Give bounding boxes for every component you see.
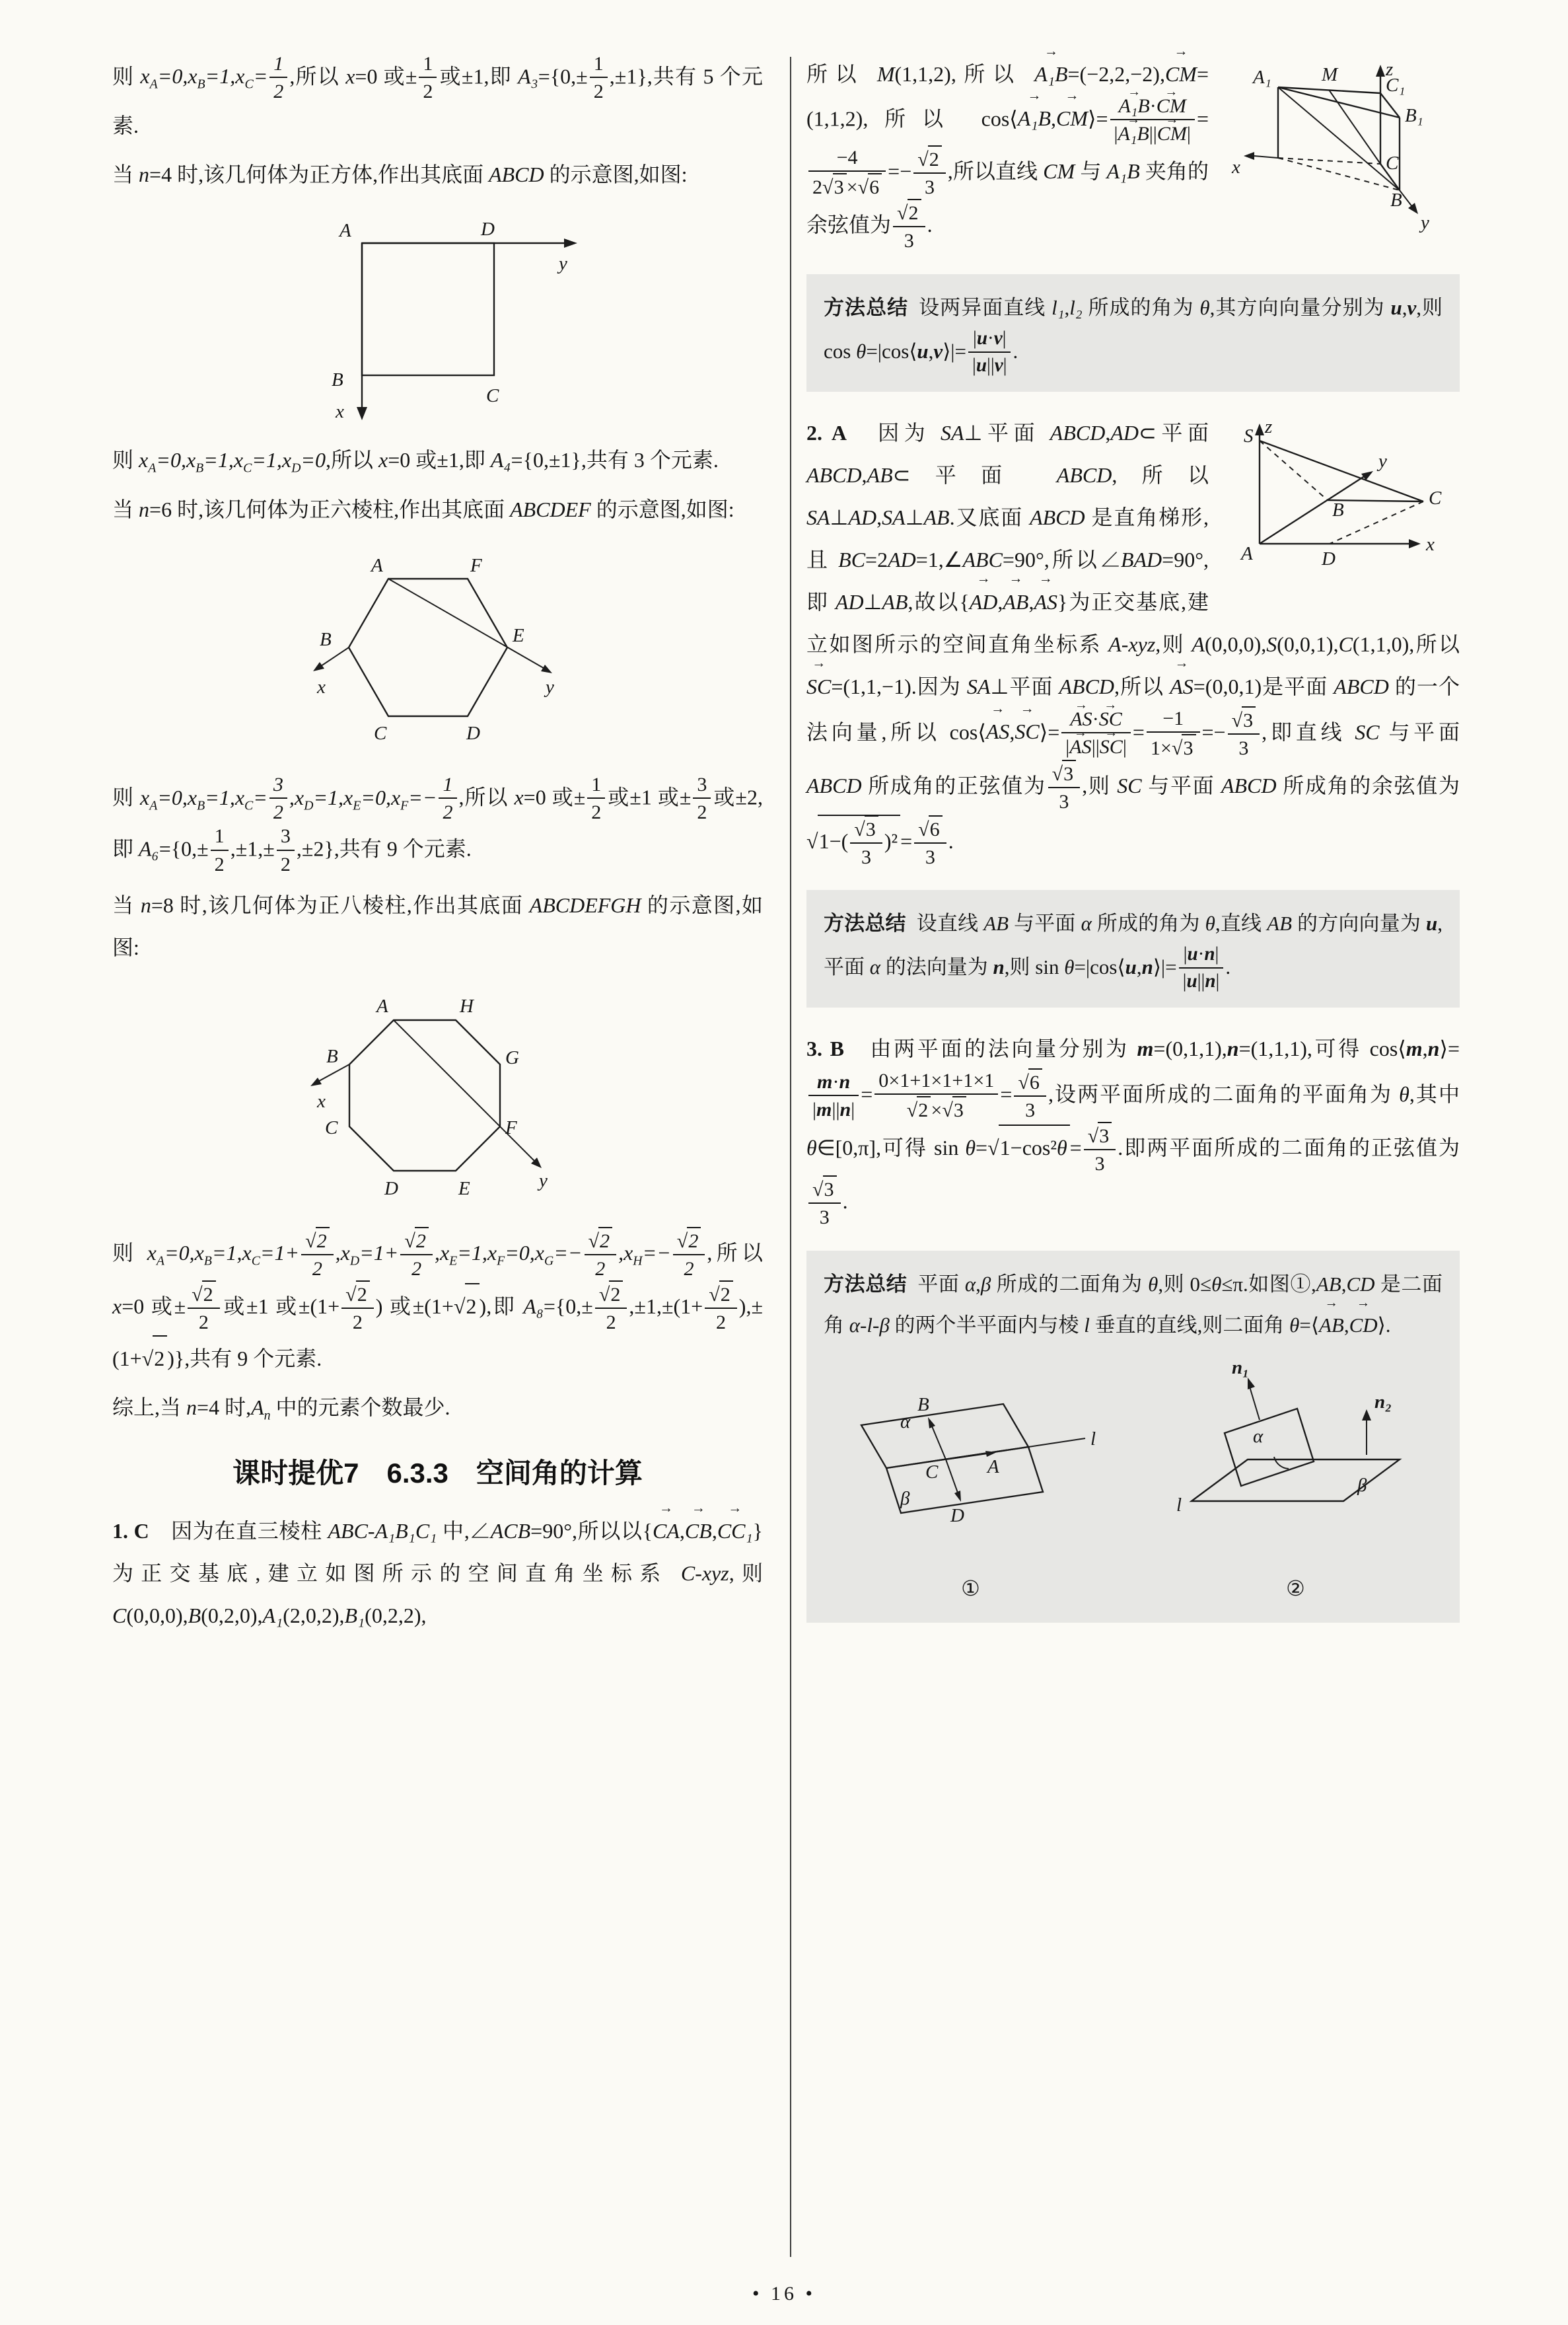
vertex-label-a: A	[339, 220, 351, 242]
solution-paragraph: 综上,当 n=4 时$,A_n$ 中的元素个数最少.	[112, 1395, 450, 1423]
vertex-label-b: B	[331, 369, 343, 391]
y-axis-label: y	[545, 677, 554, 698]
method-summary-box-2	[806, 890, 1460, 1008]
section-heading: 课时提优7 6.3.3 空间角的计算	[232, 1458, 643, 1489]
left-column	[112, 53, 763, 1643]
vertex-label-m: M	[1322, 64, 1338, 85]
solution-paragraph: 当 n=8 时,该几何体为正八棱柱,作出其底面 ABCDEFGH 的示意图,如图:	[112, 893, 763, 959]
method-summary-label: 方法总结	[824, 295, 909, 319]
y-axis-label: y	[558, 253, 567, 275]
page-content	[112, 53, 1460, 1643]
hexagon-base-lines	[313, 579, 552, 716]
vertex-label-a: A	[1241, 542, 1253, 564]
y-axis-label: y	[538, 1169, 548, 1191]
vertex-label-d: D	[480, 219, 495, 240]
vertex-label-h: H	[459, 995, 474, 1017]
figure-dihedral-1	[824, 1359, 1118, 1609]
vertex-label-g: G	[505, 1047, 519, 1068]
page-number: • 16 •	[752, 2283, 816, 2305]
figure-caption-2: ②	[1286, 1576, 1305, 1600]
dihedral-figures-row	[824, 1356, 1443, 1609]
vertex-label-c: C	[1386, 153, 1399, 174]
method-summary-label: 方法总结	[824, 1272, 908, 1296]
x-axis-label: x	[335, 401, 344, 423]
pyramid-lines	[1255, 424, 1423, 548]
x-axis-label: x	[1232, 157, 1240, 178]
point-label-d: D	[950, 1504, 964, 1526]
vertex-label-b: B	[319, 629, 332, 651]
z-axis-label: z	[1265, 416, 1273, 437]
y-axis-label: y	[1421, 212, 1429, 233]
problem-1-solution-cont: 所以 M(1,1,2),所以 A₁B →=(−2,2,−2),CM →=(1,1,2),所以 cos⟨A₁B →,CM →⟩= $\frac{\text{A₁B →·CM →}}{\text{|A₁B →||CM →|}}$ = $\frac{-4}{2√3 \times√6}$ =− $\frac{√2}{3}$ ,所以直线 CM 与 A₁B 夹角的余弦值为 $\frac{√2}{3}$ .	[806, 53, 1460, 254]
figure-prism-svg	[1222, 55, 1460, 247]
vertex-label-b: B	[1390, 190, 1402, 211]
vertex-label-b: B	[326, 1045, 338, 1067]
dihedral-2-lines	[1192, 1378, 1400, 1501]
y-axis-label: y	[1378, 450, 1387, 472]
z-axis-label: z	[1386, 59, 1394, 80]
normal-vector-n1-label: n₁	[1232, 1356, 1250, 1378]
method-summary-text: 平面 α,β 所成的二面角为 θ,则 0≤θ≤π.如图①,AB,CD 是二面角 α-l-β 的两个半平面内与棱 l 垂直的直线,则二面角 θ=⟨AB →,CD →⟩.	[824, 1273, 1443, 1337]
figure-dihedral-2	[1149, 1356, 1443, 1609]
vertex-label-f: F	[470, 555, 482, 577]
vertex-label-a1: A₁	[1253, 67, 1271, 88]
figure-pyramid-svg	[1222, 414, 1460, 586]
solution-paragraph: 则 $x_A=0,x_B=1,x_C=$ $\frac{3}{2}$ $,x_D=1,x_E=0,x_F=-$ $\frac{1}{2}$ ,所以 x=0 或± $\frac{1}{2}$ 或±1 或± $\frac{3}{2}$ 或±2,即 A₆={0,± $\frac{1}{2}$ ,±1,± $\frac{3}{2}$ ,±2},共有 9 个元素.	[112, 773, 763, 875]
vertex-label-c: C	[324, 1117, 338, 1138]
x-axis-label: x	[1426, 533, 1435, 555]
normal-vector-n2-label: n₂	[1374, 1391, 1392, 1413]
figure-square-base	[112, 203, 763, 428]
figure-octagon-base-svg	[289, 977, 587, 1214]
vertex-label-b1: B₁	[1405, 105, 1423, 126]
right-column	[806, 53, 1460, 1643]
plane-alpha-label: α	[900, 1411, 911, 1432]
x-axis-label: x	[316, 677, 326, 698]
method-summary-box-3	[806, 1251, 1460, 1623]
solution-paragraph: 则 $x_A=0,x_B=1,x_C=1+$ $\frac{√2}{2}$ $,x_D=1+$ $\frac{√2}{2}$ $,x_E=1,x_F=0,x_G=-$ $\frac{√2}{2}$ $,x_H=-$ $\frac{√2}{2}$ ,所以 x=0 或± $\frac{√2}{2}$ 或±1 或±(1+ $\frac{√2}{2}$ ) 或±(1+√2 ),即 A₈={0,± $\frac{√2}{2}$ ,±1,±(1+ $\frac{√2}{2}$ ),±(1+√2 )},共有 9 个元素.	[112, 1228, 763, 1380]
method-summary-text: 设直线 AB 与平面 α 所成的角为 θ,直线 AB 的方向向量为 u,平面 α 的法向量为 n,则 sin θ=|cos⟨u,n⟩|= $\frac{|u\cdot n|}{|u||n|}$ .	[824, 912, 1443, 992]
vertex-label-f: F	[505, 1117, 517, 1138]
figure-caption-1: ①	[961, 1576, 980, 1600]
method-summary-box-1	[806, 274, 1460, 392]
vertex-label-a: A	[371, 555, 383, 577]
edge-l-label: l	[1176, 1494, 1182, 1516]
solution-paragraph: 当 n=6 时,该几何体为正六棱柱,作出其底面 ABCDEF 的示意图,如图:	[112, 498, 734, 522]
plane-alpha-label: α	[1253, 1425, 1264, 1447]
vertex-label-c1: C₁	[1386, 75, 1406, 96]
figure-pyramid	[1222, 414, 1460, 589]
solution-paragraph: 则 $x_A=0,x_B=1,x_C=1,x_D=0$,所以 x=0 或±1,即 A₄={0,±1},共有 3 个元素.	[112, 448, 719, 476]
problem-1-solution: 1. C 因为在直三棱柱 ABC-A₁B₁C₁ 中,∠ACB=90°,所以以{CA →,CB →,CC₁ →}为正交基底,建立如图所示的空间直角坐标系 C-xyz,则 C(0,0,0),B(0,2,0),A₁(2,0,2),B₁(0,2,2),	[112, 1510, 763, 1637]
vertex-label-d: D	[384, 1177, 398, 1199]
vertex-label-b: B	[1332, 499, 1344, 521]
method-summary-label: 方法总结	[824, 912, 906, 936]
figure-prism	[1222, 55, 1460, 250]
x-axis-label: x	[316, 1090, 326, 1112]
vertex-label-a: A	[376, 995, 388, 1017]
figure-hexagon-base-svg	[289, 538, 587, 760]
figure-octagon-base	[112, 977, 763, 1218]
vertex-label-c: C	[373, 723, 386, 745]
point-label-b: B	[917, 1393, 929, 1415]
vertex-label-s: S	[1244, 425, 1254, 447]
point-label-a: A	[987, 1456, 999, 1477]
vertex-label-e: E	[512, 625, 524, 647]
edge-l-label: l	[1090, 1428, 1096, 1450]
figure-dihedral-2-svg	[1149, 1356, 1443, 1551]
plane-beta-label: β	[900, 1487, 910, 1509]
vertex-label-d: D	[1322, 548, 1336, 570]
vertex-label-c: C	[485, 385, 499, 407]
vertex-label-c: C	[1429, 487, 1442, 509]
vertex-label-d: D	[466, 723, 480, 745]
point-label-c: C	[925, 1461, 939, 1483]
vertex-label-e: E	[458, 1177, 470, 1199]
solution-paragraph: 则 $x_A=0,x_B=1,x_C=$ $\frac{1}{2}$ ,所以 x=0 或± $\frac{1}{2}$ 或±1,即 A₃={0,± $\frac{1}{2}$ ,±1},共有 5 个元素.	[112, 52, 763, 138]
octagon-base-lines	[310, 1020, 542, 1171]
problem-3-solution: 3. B 由两平面的法向量分别为 m=(0,1,1),n=(1,1,1),可得 cos⟨m,n⟩= $\frac{m\cdot n}{|m||n|}$ = $\frac{0\times 1+1\times 1+1\times 1}{√2 \times√3}$ = $\frac{√6}{3}$ ,设两平面所成的二面角的平面角为 θ,其中 θ∈[0,π],可得 sin θ=√1−cos²θ = $\frac{√3}{3}$ .即两平面所成的二面角的正弦值为 $\frac{√3}{3}$ .	[806, 1037, 1460, 1229]
figure-square-base-svg	[296, 203, 580, 425]
plane-beta-label: β	[1357, 1474, 1367, 1496]
figure-dihedral-1-svg	[824, 1359, 1118, 1551]
method-summary-text: 设两异面直线 l₁,l₂ 所成的角为 θ,其方向向量分别为 u,v,则 cos θ=|cos⟨u,v⟩|= $\frac{|u\cdot v|}{|u||v|}$ .	[824, 295, 1443, 376]
solution-paragraph: 当 n=4 时,该几何体为正方体,作出其底面 ABCD 的示意图,如图:	[112, 163, 688, 187]
square-base-lines	[357, 239, 577, 420]
dihedral-1-lines	[861, 1404, 1085, 1513]
figure-hexagon-base	[112, 538, 763, 763]
problem-2-solution: 2. A 因为 SA⊥平面 ABCD,AD⊂平面 ABCD,AB⊂平面 ABCD,所以 SA⊥AD,SA⊥AB.又底面 ABCD 是直角梯形,且 BC=2AD=1,∠ABC=90°,所以∠BAD=90°,即 AD⊥AB,故以{AD →,AB →,AS →}为正交基底,建立如图所示的空间直角坐标系 A-xyz,则 A(0,0,0),S(0,0,1),C(1,1,0),所以 SC →=(1,1,−1).因为 SA⊥平面 ABCD,所以 AS →=(0,0,1)是平面 ABCD 的一个法向量,所以 cos⟨AS →,SC →⟩= $\frac{AS \to\cdot SC \to}{|AS \to||SC \to|}$ = $\frac{-1}{1\times√3}$ =− $\frac{√3}{3}$ ,即直线 SC 与平面 ABCD 所成角的正弦值为 $\frac{√3}{3}$ ,则 SC 与平面 ABCD 所成角的余弦值为√1−( $\frac{√3}{3}$ )² = $\frac{√6}{3}$ .	[806, 412, 1460, 871]
